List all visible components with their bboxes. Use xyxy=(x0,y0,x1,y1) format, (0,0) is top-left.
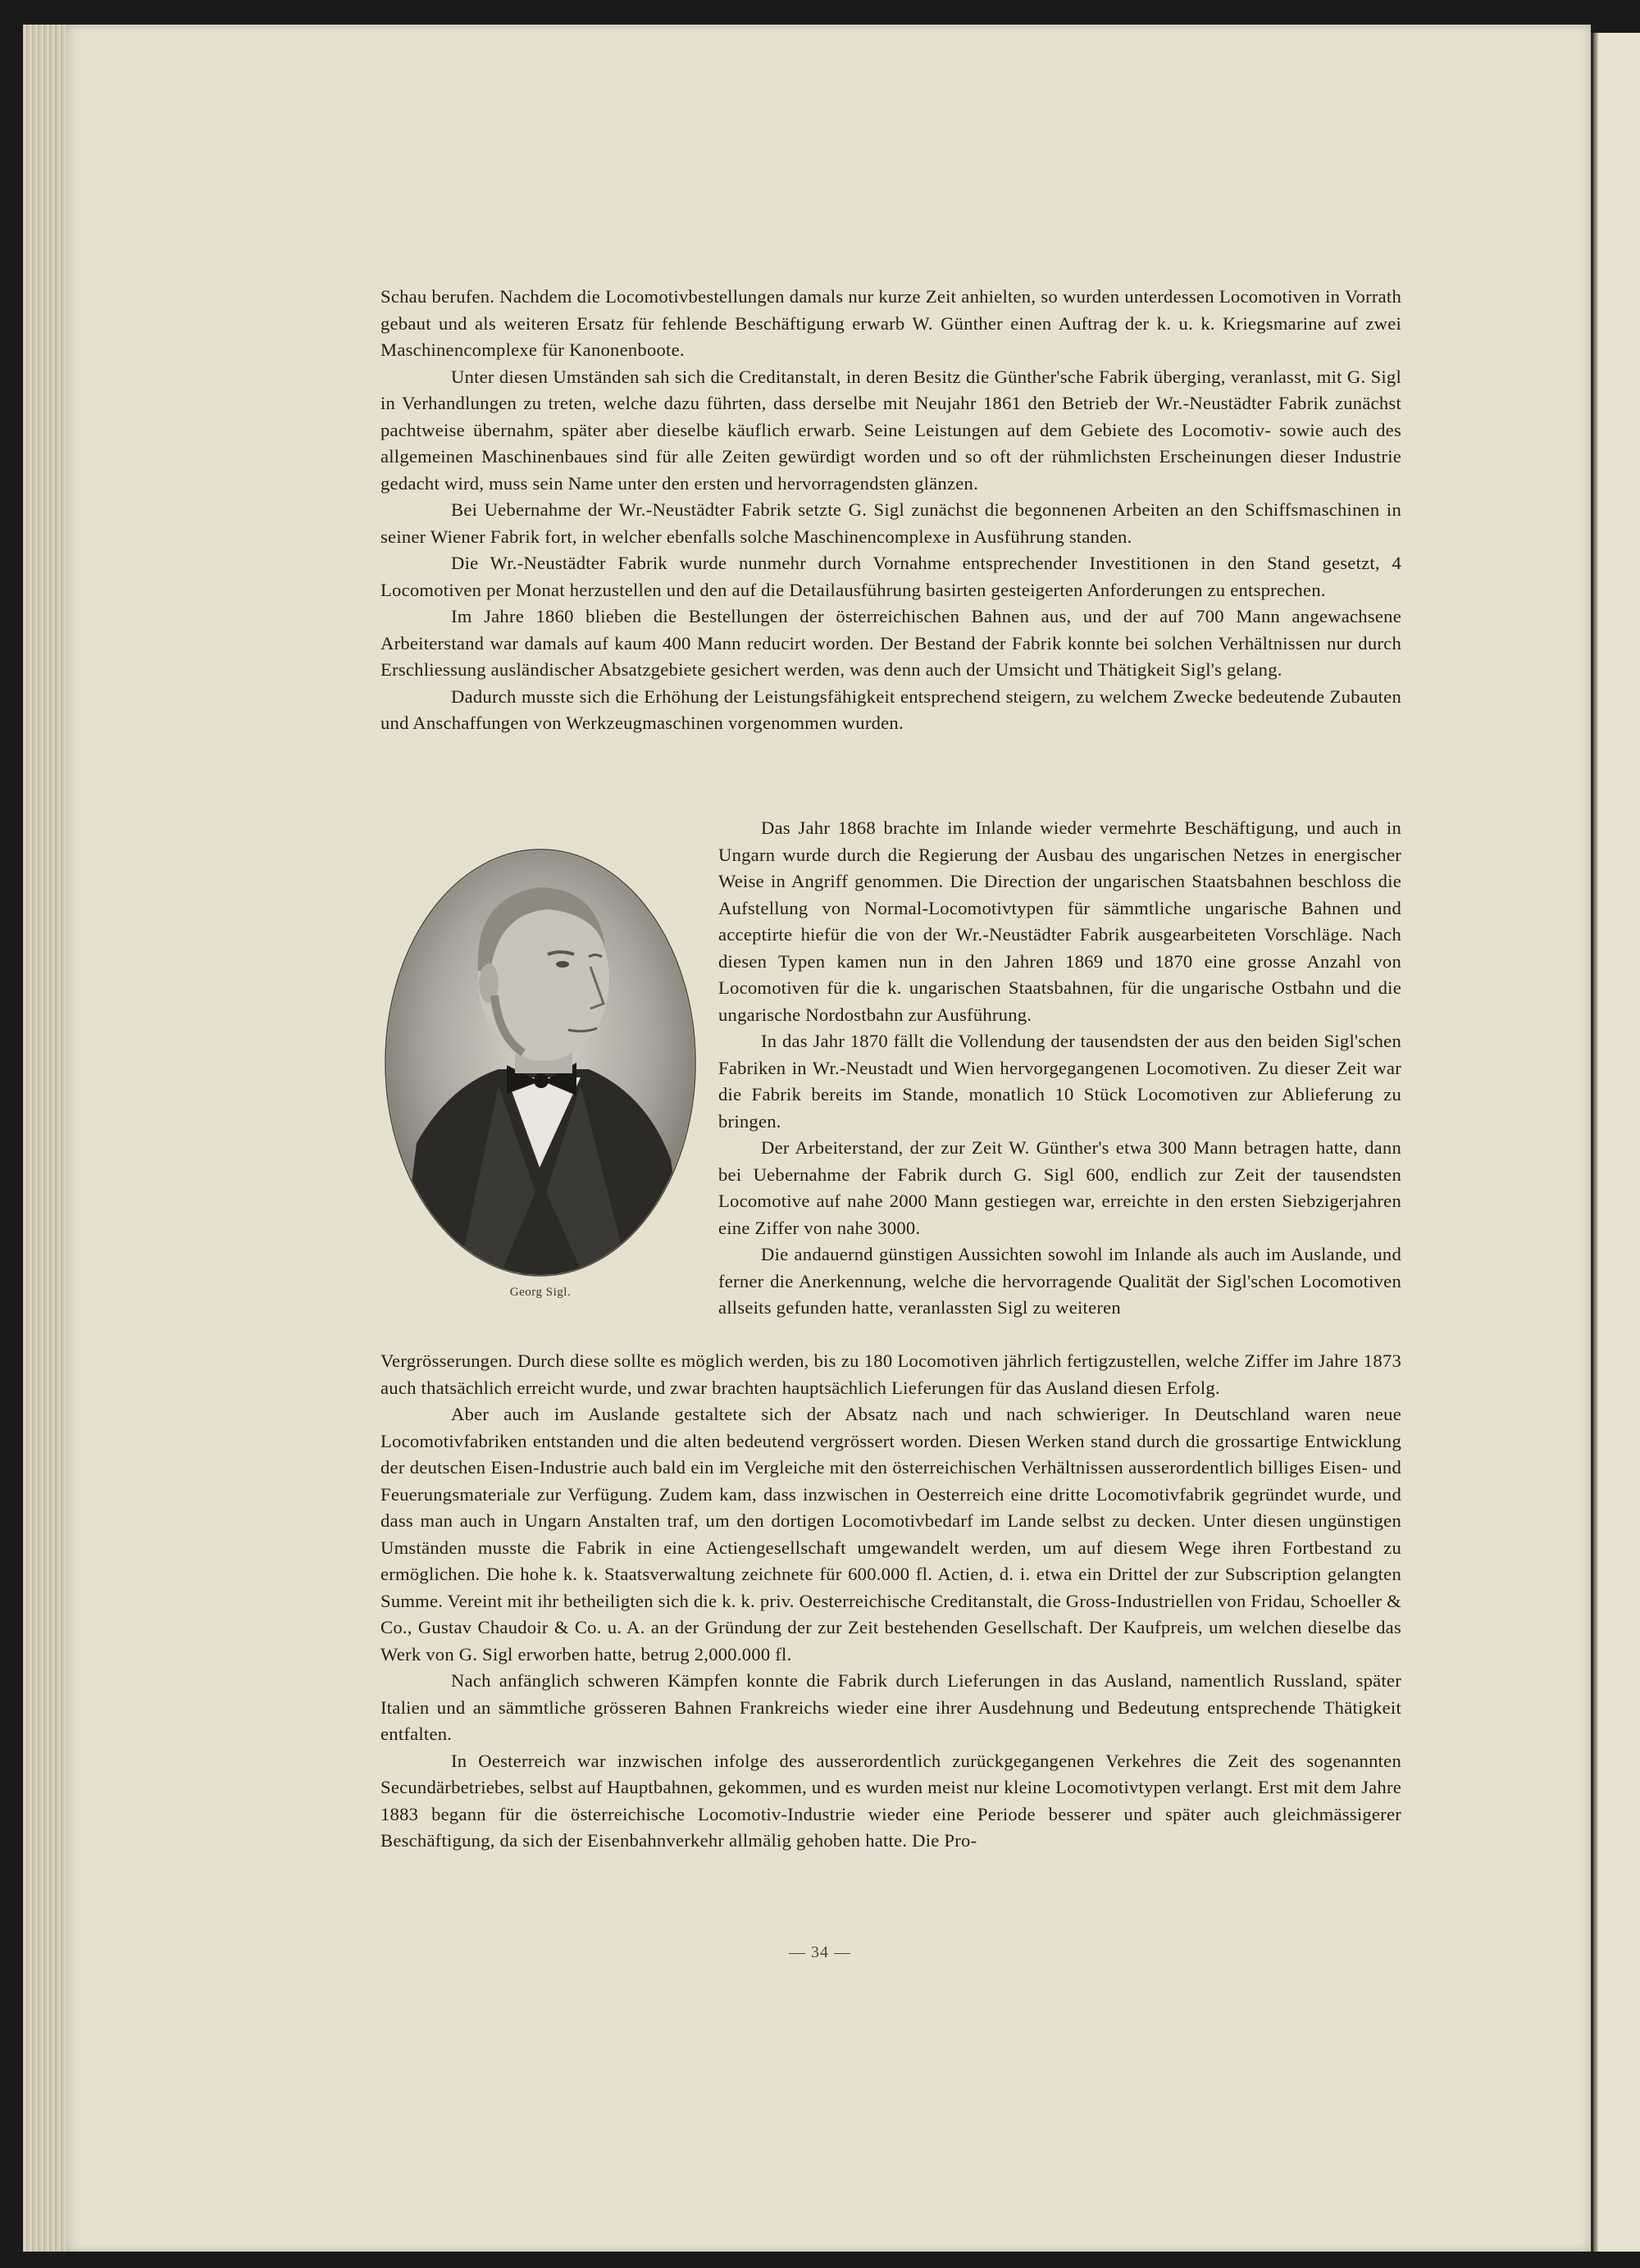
portrait-figure xyxy=(380,848,708,1307)
paragraph: Bei Uebernahme der Wr.-Neustädter Fabrik setzte G. Sigl zunächst die begonnenen Arbeiten an den Schiffsmaschinen in seiner Wiener Fabrik fort, in welcher ebenfalls solche Maschinencomplexe in Ausführung standen. xyxy=(380,499,1401,547)
next-page-edge xyxy=(1591,33,1640,2252)
paragraph: Die Wr.-Neustädter Fabrik wurde nunmehr durch Vornahme entsprechender Investitionen in den Stand gesetzt, 4 Locomotiven per Monat herzustellen und den auf die Detailausführung basirten gesteigerten Anforderungen zu entsprechen. xyxy=(380,553,1401,600)
paragraph: Nach anfänglich schweren Kämpfen konnte die Fabrik durch Lieferungen in das Ausland, namentlich Russland, später Italien und an sämmtliche grösseren Bahnen Frankreichs wieder eine ihrer Ausdehnung und Bedeutung entsprechende Thätigkeit entfalten. xyxy=(380,1670,1401,1744)
text-block-bottom xyxy=(380,1348,1401,1855)
text-block-top xyxy=(380,284,1401,737)
paragraph: Dadurch musste sich die Erhöhung der Leistungsfähigkeit entsprechend steigern, zu welchem Zwecke bedeutende Zubauten und Anschaffungen von Werkzeugmaschinen vorgenommen wurden. xyxy=(380,685,1401,733)
paragraph: In Oesterreich war inzwischen infolge des ausserordentlich zurückgegangenen Verkehres die Zeit des sogenannten Secundärbetriebes, selbst auf Hauptbahnen, gekommen, und es wurden meist nur kleine Locomotivtypen verlangt. Erst mit dem Jahre 1883 begann für die österreichische Locomotiv-Industrie wieder eine Periode besserer und später auch gleichmässigerer Beschäftigung, da sich der Eisenbahnverkehr allmälig gehoben hatte. Die Pro- xyxy=(380,1750,1401,1851)
paragraph: Vergrösserungen. Durch diese sollte es möglich werden, bis zu 180 Locomotiven jährlich fertigzustellen, welche Ziffer im Jahre 1873 auch thatsächlich erreicht wurde, und zwar brachten hauptsächlich Lieferungen für das Ausland diesen Erfolg. xyxy=(380,1350,1401,1398)
paragraph: Schau berufen. Nachdem die Locomotivbestellungen damals nur kurze Zeit anhielten, so wurden unterdessen Locomotiven in Vorrath gebaut und als weiteren Ersatz für fehlende Beschäftigung erwarb W. Günther einen Auftrag der k. u. k. Kriegsmarine auf zwei Maschinencomplexe für Kanonenboote. xyxy=(380,286,1401,360)
paragraph: Aber auch im Auslande gestaltete sich der Absatz nach und nach schwieriger. In Deutschland waren neue Locomotivfabriken entstanden und die alten bedeutend vergrössert worden. Diesen Werken stand durch die grossartige Entwicklung der deutschen Eisen-Industrie auch bald ein im Vergleiche mit den österreichischen Verhältnissen ausserordentlich billiges Eisen- und Feuerungsmateriale zur Verfügung. Zudem kam, dass inzwischen in Oesterreich eine dritte Locomotivfabrik gegründet wurde, und dass man auch in Ungarn Anstalten traf, um den dortigen Locomotivbedarf im Lande selbst zu decken. Unter diesen ungünstigen Umständen musste die Fabrik in eine Actiengesellschaft umgewandelt werden, um auf diesem Wege ihren Fortbestand zu ermöglichen. Die hohe k. k. Staatsverwaltung zeichnete für 600.000 fl. Actien, d. i. etwa ein Drittel der zur Subscription gelangten Summe. Vereint mit ihr betheiligten sich die k. k. priv. Oesterreichische Creditanstalt, die Gross-Industriellen von Fridau, Schoeller & Co., Gustav Chaudoir & Co. u. A. an der Gründung der zur Zeit bestehenden Gesellschaft. Der Kaufpreis, um welchen dieselbe das Werk von G. Sigl erworben hatte, betrug 2,000.000 fl. xyxy=(380,1404,1402,1665)
paragraph: Der Arbeiterstand, der zur Zeit W. Günther's etwa 300 Mann betragen hatte, dann bei Uebernahme der Fabrik durch G. Sigl 600, endlich zur Zeit der tausendsten Locomotive auf nahe 2000 Mann gestiegen war, erreichte in den ersten Siebzigerjahren eine Ziffer von nahe 3000. xyxy=(718,1137,1401,1238)
paragraph: Die andauernd günstigen Aussichten sowohl im Inlande als auch im Auslande, und ferner die Anerkennung, welche die hervorragende Qualität der Sigl'schen Locomotiven allseits gefunden hatte, veranlassten Sigl zu weiteren xyxy=(718,1244,1401,1318)
portrait-engraving xyxy=(384,848,697,1278)
paragraph: Das Jahr 1868 brachte im Inlande wieder vermehrte Beschäftigung, und auch in Ungarn wurde durch die Regierung der Ausbau des ungarischen Netzes in energischer Weise in Angriff genommen. Die Direction der ungarischen Staatsbahnen beschloss die Aufstellung von Normal-Locomotivtypen für sämmtliche ungarische Bahnen und acceptirte hiefür die von der Wr.-Neustädter Fabrik ausgearbeiteten Vorschläge. Nach diesen Typen kamen nun in den Jahren 1869 und 1870 eine grosse Anzahl von Locomotiven für die k. ungarischen Staatsbahnen, für die ungarische Ostbahn und die ungarische Nordostbahn zur Ausführung. xyxy=(718,817,1401,1025)
portrait-caption: Georg Sigl. xyxy=(509,1286,572,1299)
book-page-edges xyxy=(23,25,67,2252)
page-number: — 34 — xyxy=(789,1943,851,1961)
text-block-beside-portrait xyxy=(718,815,1401,1322)
paragraph: Unter diesen Umständen sah sich die Creditanstalt, in deren Besitz die Günther'sche Fabrik überging, veranlasst, mit G. Sigl in Verhandlungen zu treten, welche dazu führten, dass derselbe mit Neujahr 1861 den Betrieb der Wr.-Neustädter Fabrik zunächst pachtweise übernahm, später aber dieselbe käuflich erwarb. Seine Leistungen auf dem Gebiete des Locomotiv- sowie auch des allgemeinen Maschinenbaues sind für alle Zeiten gewürdigt worden und so oft der rühmlichsten Erscheinungen dieser Industrie gedacht wird, muss sein Name unter den ersten und hervorragendsten glänzen. xyxy=(380,366,1401,494)
paragraph: In das Jahr 1870 fällt die Vollendung der tausendsten der aus den beiden Sigl'schen Fabriken in Wr.-Neustadt und Wien hervorgegangenen Locomotiven. Zu dieser Zeit war die Fabrik bereits im Stande, monatlich 10 Stück Locomotiven zur Ablieferung zu bringen. xyxy=(718,1031,1401,1132)
paragraph: Im Jahre 1860 blieben die Bestellungen der österreichischen Bahnen aus, und der auf 700 Mann angewachsene Arbeiterstand war damals auf kaum 400 Mann reducirt worden. Der Bestand der Fabrik konnte bei solchen Verhältnissen nur durch Erschliessung ausländischer Absatzgebiete gesichert werden, was denn auch der Umsicht und Thätigkeit Sigl's gelang. xyxy=(380,606,1401,680)
